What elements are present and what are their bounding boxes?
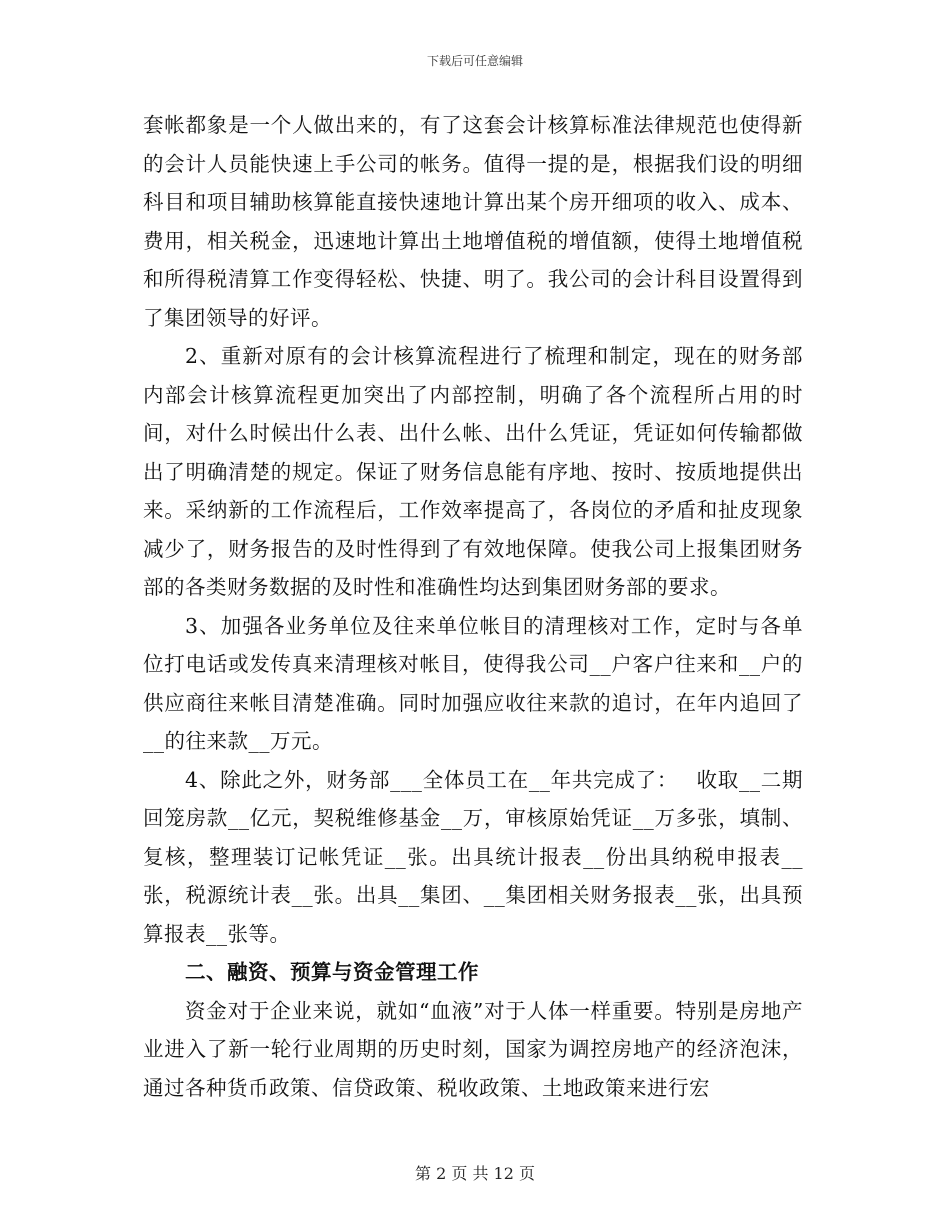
paragraph-section-intro: 资金对于企业来说，就如“血液”对于人体一样重要。特别是房地产业进入了新一轮行业周期的历史时刻，国家为调控房地产的经济泡沫，通过各种货币政策、信贷政策、税收政策、土地政策来进行宏 [143,998,803,1100]
page-number-footer: 第 2 页 共 12 页 [415,1164,535,1183]
paragraph-item-4: 4、除此之外，财务部___全体员工在__年共完成了： 收取__二期回笼房款__亿元，契税维修基金__万，审核原始凭证__万多张，填制、复核，整理装订记帐凭证__张。出具统计报表__份出具纳税申报表__张，税源统计表__张。出具__集团、__集团相关财务报表__张，出具预算报表__张等。 [143,767,803,946]
page-header-note: 下载后可任意编辑 [426,54,523,68]
section-heading: 二、融资、预算与资金管理工作 [185,960,480,984]
document-body [143,106,803,1107]
paragraph-item-3: 3、加强各业务单位及往来单位帐目的清理核对工作，定时与各单位打电话或发传真来清理核对帐目，使得我公司__户客户往来和__户的供应商往来帐目清楚准确。同时加强应收往来款的追讨，在年内追回了__的往来款__万元。 [143,613,803,753]
paragraph-continued: 套帐都象是一个人做出来的，有了这套会计核算标准法律规范也使得新的会计人员能快速上手公司的帐务。值得一提的是，根据我们设的明细科目和项目辅助核算能直接快速地计算出某个房开细项的收入、成本、费用，相关税金，迅速地计算出土地增值税的增值额，使得土地增值税和所得税清算工作变得轻松、快捷、明了。我公司的会计科目设置得到了集团领导的好评。 [143,113,803,330]
paragraph-item-2: 2、重新对原有的会计核算流程进行了梳理和制定，现在的财务部内部会计核算流程更加突出了内部控制，明确了各个流程所占用的时间，对什么时候出什么表、出什么帐、出什么凭证，凭证如何传输都做出了明确清楚的规定。保证了财务信息能有序地、按时、按质地提供出来。采纳新的工作流程后，工作效率提高了，各岗位的矛盾和扯皮现象减少了，财务报告的及时性得到了有效地保障。使我公司上报集团财务部的各类财务数据的及时性和准确性均达到集团财务部的要求。 [143,344,803,599]
